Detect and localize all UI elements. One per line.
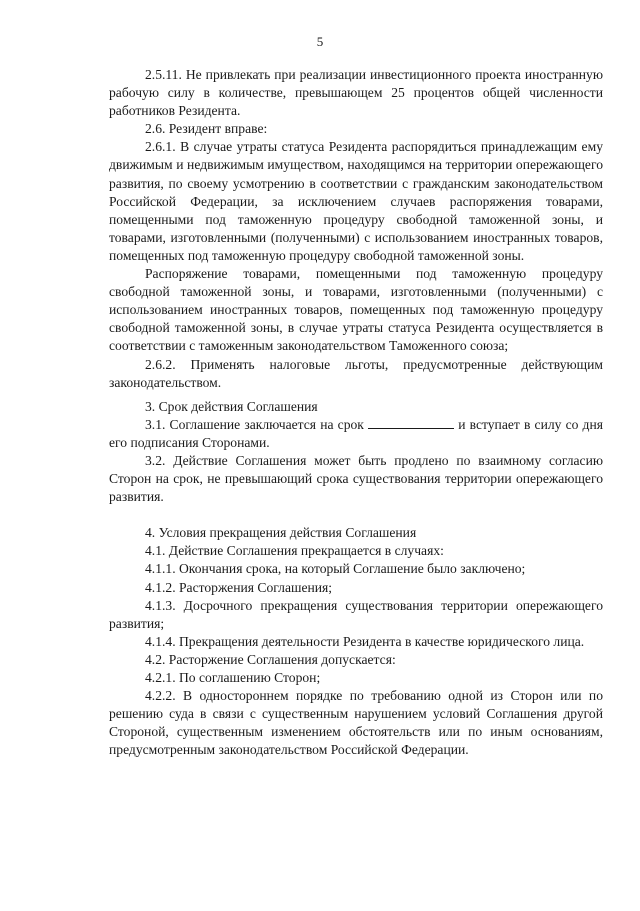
clause-2-6: 2.6. Резидент вправе: <box>145 121 268 137</box>
clause-4-2-1: 4.2.1. По соглашению Сторон; <box>145 670 321 685</box>
clause-2-5-11: 2.5.11. Не привлекать при реализации инвестиционного проекта иностранную рабочую силу в количестве, превышающем 25 процентов общей численности работников Резидента. <box>109 67 603 119</box>
clause-4-2: 4.2. Расторжение Соглашения допускается: <box>145 651 396 667</box>
clause-3-1-text-after: и вступает в силу со дня его подписания Сторонами. <box>109 416 604 450</box>
clause-4-1-2: 4.1.2. Расторжения Соглашения; <box>145 579 333 595</box>
section-3-heading: 3. Срок действия Соглашения <box>145 398 318 414</box>
clause-3-2: 3.2. Действие Соглашения может быть продлено по взаимному согласию Сторон на срок, не превышающий срока существования территории опережающего развития. <box>109 452 603 505</box>
document-body <box>109 66 603 759</box>
clause-3-1 <box>109 416 603 452</box>
clause-4-1-1: 4.1.1. Окончания срока, на который Соглашение было заключено; <box>145 561 526 577</box>
section-4-heading: 4. Условия прекращения действия Соглашения <box>145 525 417 541</box>
clause-4-1: 4.1. Действие Соглашения прекращается в случаях: <box>145 543 444 559</box>
clause-2-6-1-continuation: Распоряжение товарами, помещенными под таможенную процедуру свободной таможенной зоны, и товарами, изготовленными (полученными) с использованием иностранных товаров, помещенных под таможенную процедуру свободной таможенной зоны, в случае утраты статуса Резидента осуществляется в соответствии с таможенным законодательством Таможенного союза; <box>109 266 603 354</box>
clause-3-1-text-before: 3.1. Соглашение заключается на срок <box>145 416 364 432</box>
clause-4-1-3: 4.1.3. Досрочного прекращения существования территории опережающего развития; <box>109 597 603 631</box>
clause-4-1-4: 4.1.4. Прекращения деятельности Резидента в качестве юридического лица. <box>145 633 585 649</box>
term-blank-line <box>368 417 454 429</box>
clause-2-6-2: 2.6.2. Применять налоговые льготы, предусмотренные действующим законодательством. <box>109 356 603 390</box>
spacer <box>109 506 603 524</box>
clause-4-2-2: 4.2.2. В одностороннем порядке по требованию одной из Сторон или по решению суда в связи с существенным нарушением условий Соглашения другой Стороной, существенным изменением обстоятельств или по иным основаниям, предусмотренным законодательством Российской Федерации. <box>109 688 603 758</box>
page-number: 5 <box>316 34 324 49</box>
clause-2-6-1: 2.6.1. В случае утраты статуса Резидента распорядиться принадлежащим ему движимым и недвижимым имуществом, находящимся на территории опережающего развития, по своему усмотрению в соответствии с гражданским законодательством Российской Федерации, за исключением случаев распоряжения товарами, помещенными под таможенную процедуру свободной таможенной зоны, и товарами, изготовленными (полученными) с использованием иностранных товаров, помещенных под таможенную процедуру свободной таможенной зоны. <box>109 139 603 263</box>
